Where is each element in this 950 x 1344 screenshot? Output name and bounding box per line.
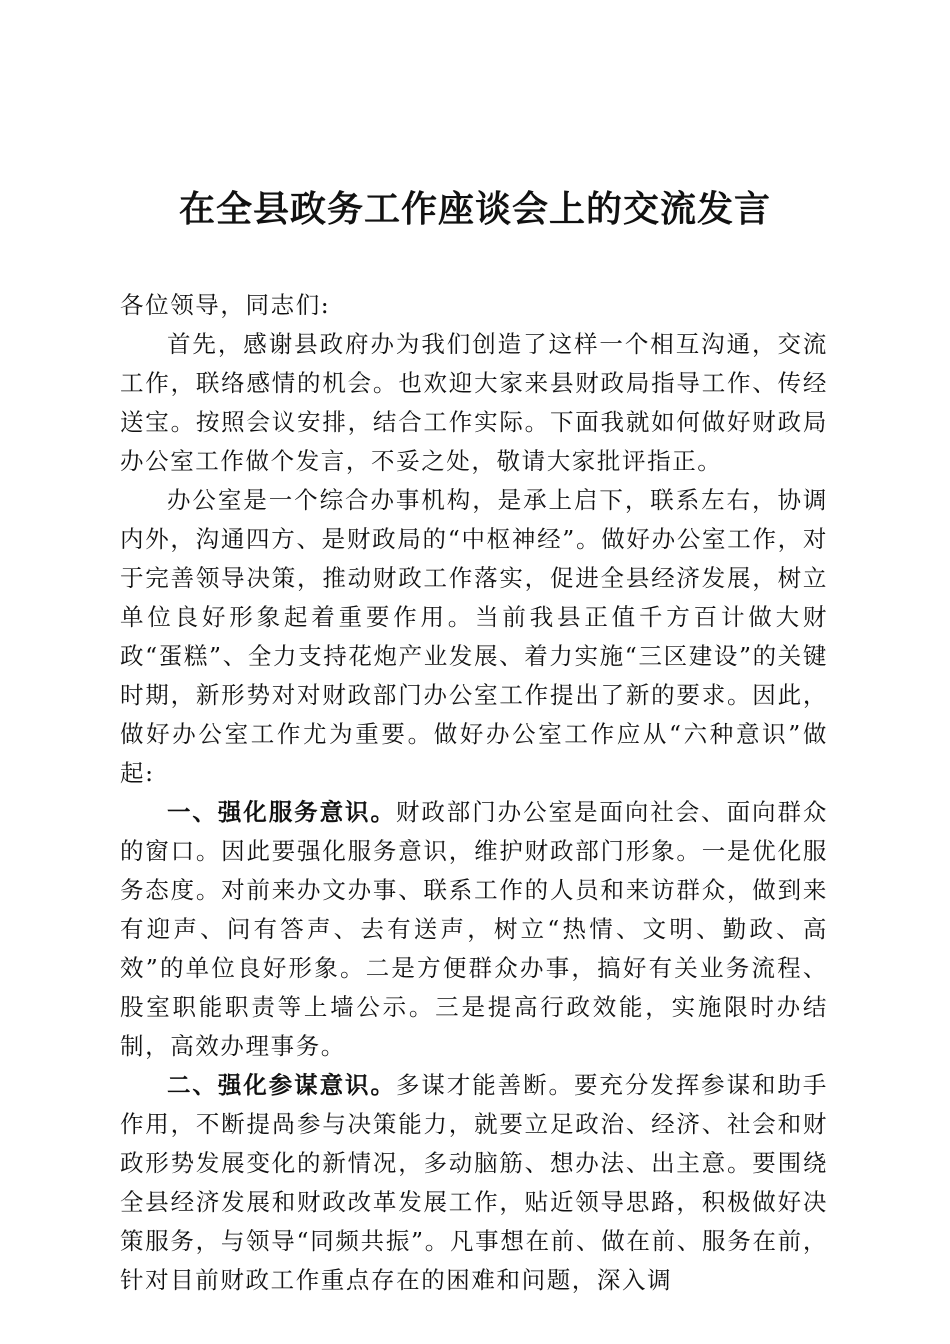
section-text: 多谋才能善断。要充分发挥参谋和助手作用，不断提咼参与决策能力，就要立足政治、经济、社会和财政形势发展变化的新情况，多动脑筋、想办法、出主意。要围绕全县经济发展和财政改革发展工作，贴近领导思路，积极做好决策服务，与领导“同频共振”。凡事想在前、做在前、服务在前，针对目前财政工作重点存在的困难和问题，深入调 xyxy=(120,1071,828,1294)
paragraph-intro: 首先，感谢县政府办为我们创造了这样一个相互沟通，交流工作，联络感情的机会。也欢迎大家来县财政局指导工作、传经送宝。按照会议安排，结合工作实际。下面我就如何做好财政局办公室工作做个发言，不妥之处，敬请大家批评指正。 xyxy=(120,330,828,475)
paragraph-office-role: 办公室是一个综合办事机构，是承上启下，联系左右，协调内外，沟通四方、是财政局的“中枢神经”。做好办公室工作，对于完善领导决策，推动财政工作落实，促进全县经济发展，树立单位良好形象起着重要作用。当前我县正值千方百计做大财政“蛋糕”、全力支持花炮产业发展、着力实施“三区建设”的关键时期，新形势对对财政部门办公室工作提出了新的要求。因此，做好办公室工作尤为重要。做好办公室工作应从“六种意识”做起: xyxy=(120,486,828,787)
section-text: 财政部门办公室是面向社会、面向群众的窗口。因此要强化服务意识，维护财政部门形象。一是优化服务态度。对前来办文办事、联系工作的人员和来访群众，做到来有迎声、问有答声、去有送声，树立“热情、文明、勤政、高效”的单位良好形象。二是方便群众办事，搞好有关业务流程、股室职能职责等上墙公示。三是提高行政效能，实施限时办结制，高效办理事务。 xyxy=(120,798,828,1060)
section-advisory-awareness xyxy=(120,1066,828,1300)
section-heading: 二、强化参谋意识。 xyxy=(167,1071,396,1099)
document-body xyxy=(120,286,828,1300)
salutation: 各位领导，同志们: xyxy=(120,291,331,319)
section-heading: 一、强化服务意识。 xyxy=(167,798,396,826)
section-service-awareness xyxy=(120,793,828,1066)
document-title: 在全县政务工作座谈会上的交流发言 xyxy=(178,188,771,230)
